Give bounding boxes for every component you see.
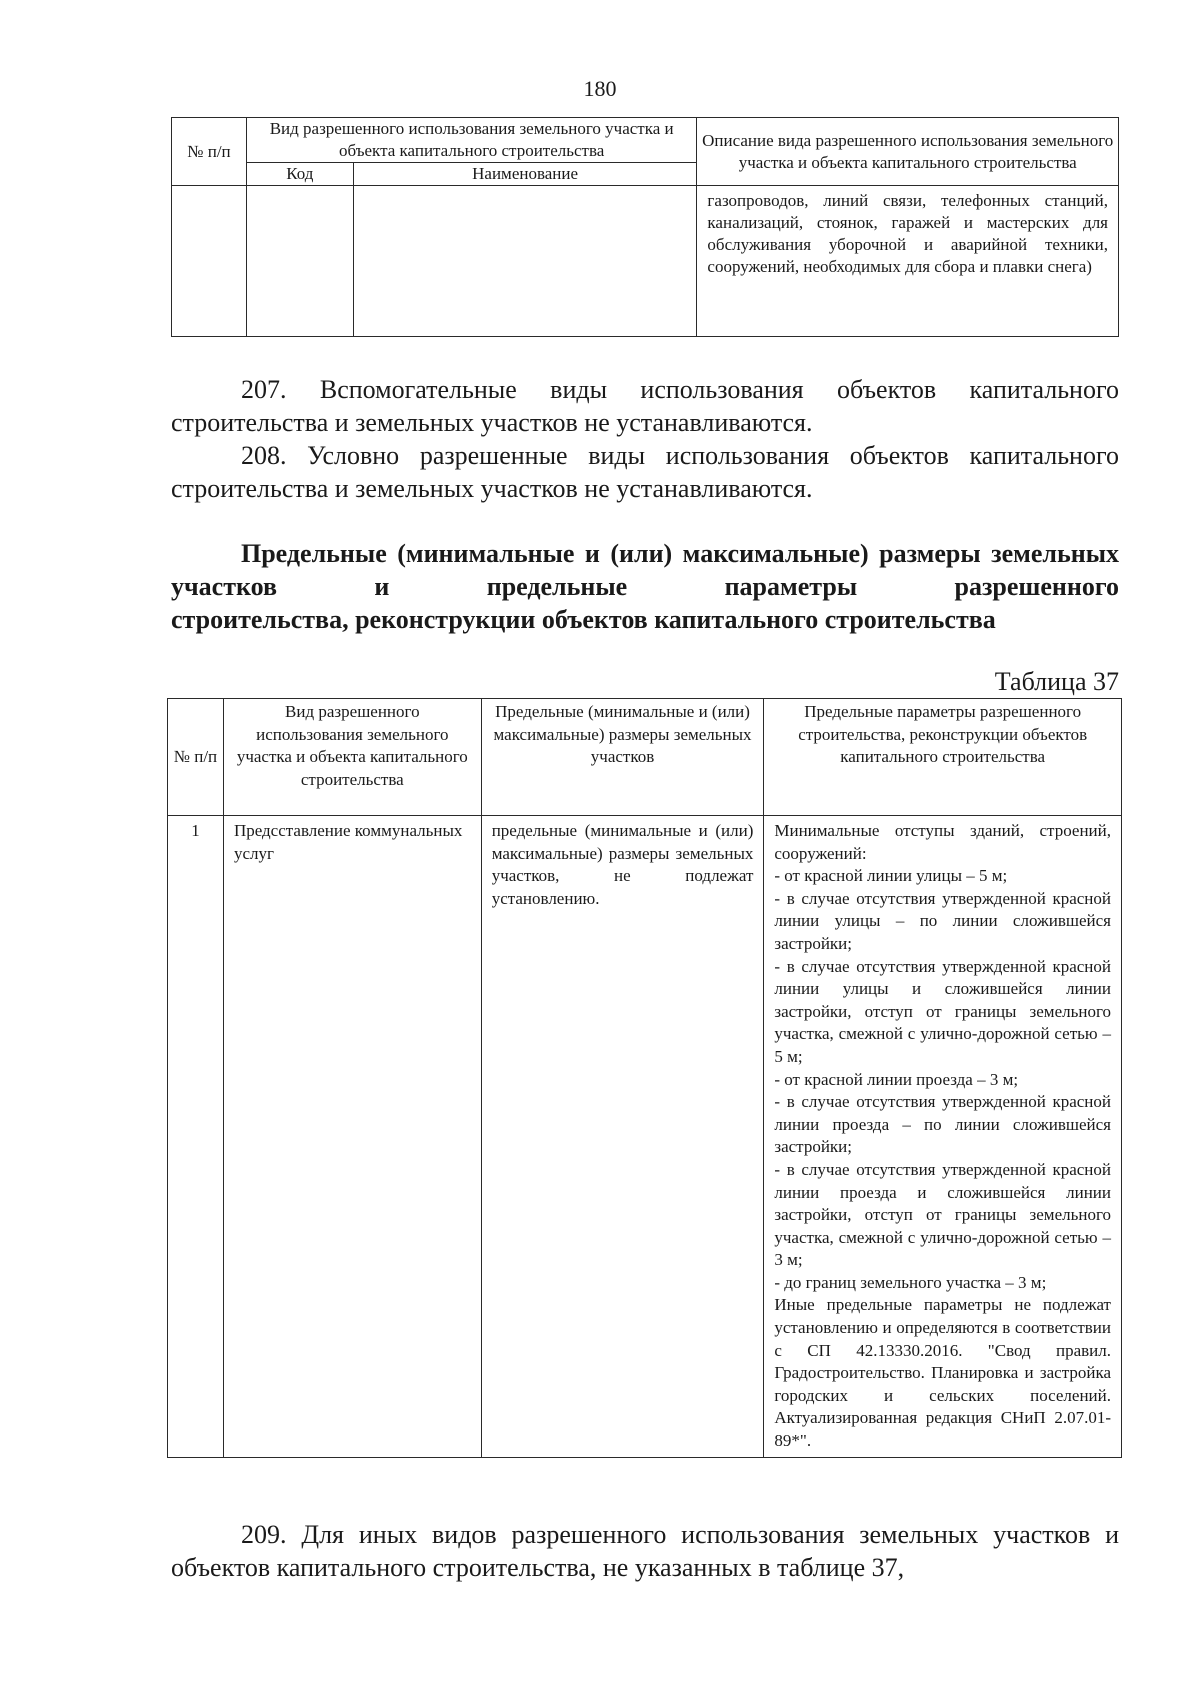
param-line: Минимальные отступы зданий, строений, сооружений: xyxy=(774,821,1111,863)
t37-header-kind: Вид разрешенного использования земельного участка и объекта капитального строительства xyxy=(223,699,481,816)
permitted-use-table-continuation xyxy=(171,117,1119,337)
t37-cell-sizes: предельные (минимальные и (или) максимальные) размеры земельных участков, не подлежат установлению. xyxy=(481,816,764,1458)
header-name: Наименование xyxy=(353,163,697,186)
param-line: - в случае отсутствия утвержденной красной линии проезда и сложившейся линии застройки, отступ от границы земельного участка, смежной с улично-дорожной сетью – 3 м; xyxy=(774,1159,1111,1270)
t37-cell-num: 1 xyxy=(168,816,224,1458)
param-line: - до границ земельного участка – 3 м; xyxy=(774,1272,1047,1292)
t37-cell-params xyxy=(764,816,1122,1458)
paragraph-208: 208. Условно разрешенные виды использования объектов капитального строительства и земельных участков не устанавливаются. xyxy=(171,441,1119,503)
cell-code xyxy=(246,186,353,337)
t37-header-sizes: Предельные (минимальные и (или) максимальные) размеры земельных участков xyxy=(481,699,764,816)
header-code: Код xyxy=(246,163,353,186)
param-line: - в случае отсутствия утвержденной красной линии улицы – по линии сложившейся застройки; xyxy=(774,888,1111,953)
cell-name xyxy=(353,186,697,337)
param-line: Иные предельные параметры не подлежат установлению и определяются в соответствии с СП 42.13330.2016. "Свод правил. Градостроительство. Планировка и застройка городских и сельских поселений. Актуализированная редакция СНиП 2.07.01-89*". xyxy=(774,1295,1111,1451)
table-row xyxy=(168,816,1122,1458)
cell-description xyxy=(697,186,1119,337)
header-permitted-use-kind: Вид разрешенного использования земельного участка и объекта капитального строительства xyxy=(246,118,697,163)
param-line: - от красной линии проезда – 3 м; xyxy=(774,1069,1019,1089)
header-num: № п/п xyxy=(172,118,247,186)
t37-cell-kind: Предсставление коммунальных услуг xyxy=(223,816,481,1458)
header-description: Описание вида разрешенного использования земельного участка и объекта капитального строительства xyxy=(697,118,1119,186)
param-line: - в случае отсутствия утвержденной красной линии улицы и сложившейся линии застройки, отступ от границы земельного участка, смежной с улично-дорожной сетью – 5 м; xyxy=(774,956,1111,1066)
param-line: - в случае отсутствия утвержденной красной линии проезда – по линии сложившейся застройки; xyxy=(774,1092,1111,1157)
t37-header-params: Предельные параметры разрешенного строительства, реконструкции объектов капитального строительства xyxy=(764,699,1122,816)
t37-header-num: № п/п xyxy=(168,699,224,816)
section-heading-main: Предельные (минимальные и (или) максимальные) размеры земельных участков и предельные параметры разрешенного xyxy=(171,539,1119,601)
param-line: - от красной линии улицы – 5 м; xyxy=(774,866,1008,886)
page-number: 180 xyxy=(583,76,617,101)
description-text: газопроводов, линий связи, телефонных станций, канализаций, стоянок, гаражей и мастерских для обслуживания уборочной и аварийной техники, сооружений, необходимых для сбора и плавки снега) xyxy=(707,191,1108,276)
table-caption: Таблица 37 xyxy=(994,667,1119,696)
table-37 xyxy=(167,698,1122,1458)
section-heading-last-line: строительства, реконструкции объектов капитального строительства xyxy=(171,605,996,634)
section-heading xyxy=(171,537,1119,636)
paragraph-207: 207. Вспомогательные виды использования объектов капитального строительства и земельных участков не устанавливаются. xyxy=(171,375,1119,437)
paragraph-209: 209. Для иных видов разрешенного использования земельных участков и объектов капитального строительства, не указанных в таблице 37, xyxy=(171,1520,1119,1582)
cell-num xyxy=(172,186,247,337)
